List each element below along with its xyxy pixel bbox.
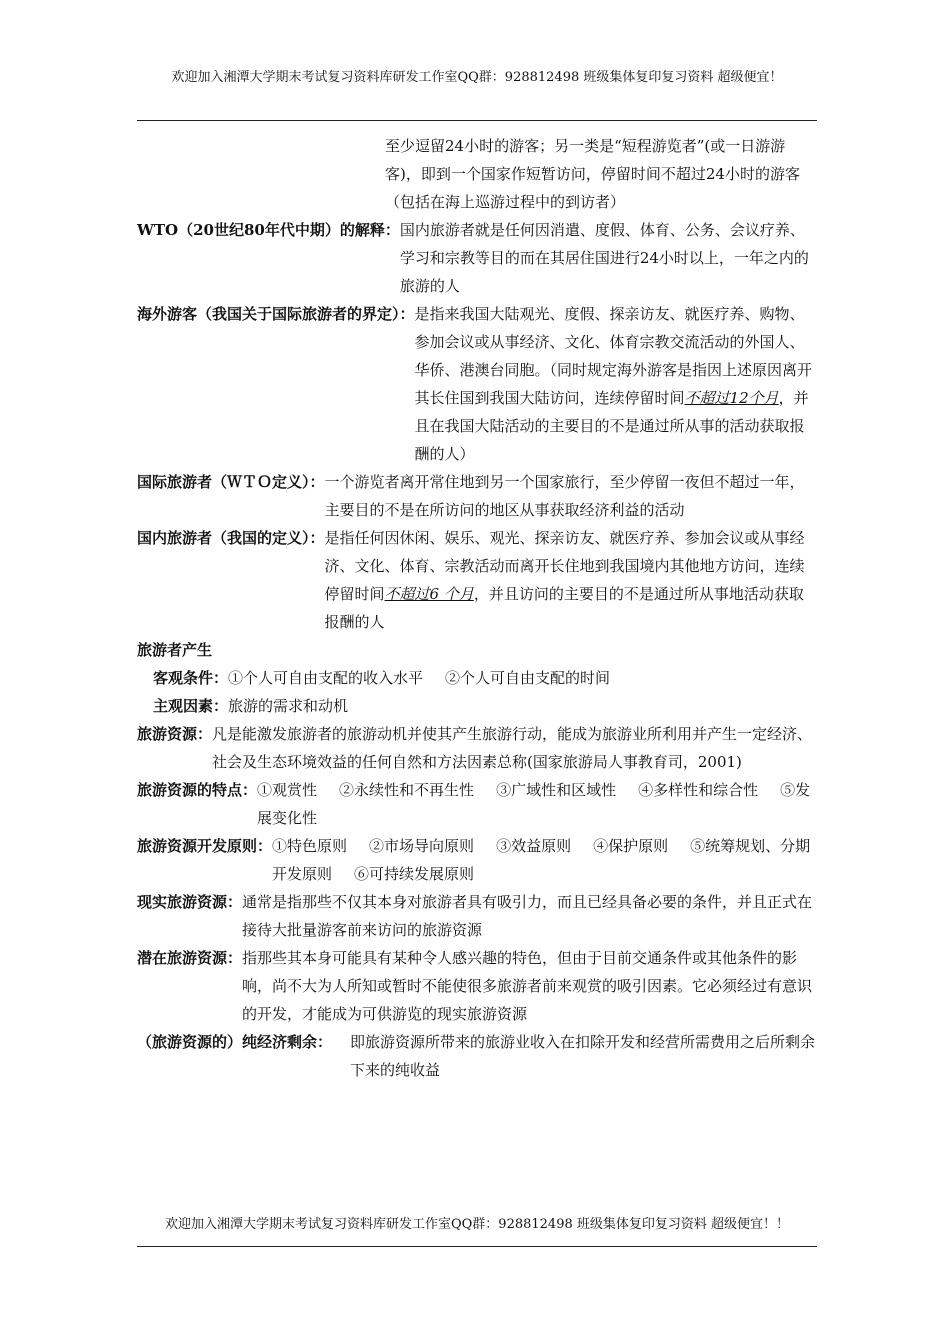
definition-guoji: 一个游览者离开常住地到另一个国家旅行，至少停留一夜但不超过一年，主要目的不是在所访问的地区从事获取经济利益的活动 <box>324 473 805 519</box>
section-heading-chansheng: 旅游者产生 <box>137 641 213 659</box>
emphasis-12-months: 不超过12个月 <box>684 389 779 407</box>
definition-xianshi: 通常是指那些不仅其本身对旅游者具有吸引力，而且已经具备必要的条件，并且正式在接待大批量游客前来访问的旅游资源 <box>242 893 813 939</box>
document-body <box>137 132 817 1084</box>
definition-ziyuan: 凡是能激发旅游者的旅游动机并使其产生旅游行动，能成为旅游业所利用并产生一定经济、社会及生态环境效益的任何自然和方法因素总称(国家旅游局人事教育司，2001) <box>212 725 813 771</box>
page-header: 欢迎加入湘潭大学期末考试复习资料库研发工作室QQ群：928812498 班级集体复印复习资料 超级便宜！ <box>171 70 783 85</box>
continued-paragraph: 至少逗留24小时的游客；另一类是“短程游览者”(或一日游游客)，即到一个国家作短暂访问，停留时间不超过24小时的游客（包括在海上巡游过程中的到访者） <box>385 137 800 211</box>
entry-tedian <box>137 776 817 832</box>
label-subjective: 主观因素： <box>153 697 229 715</box>
entry-objective <box>137 664 817 692</box>
list-yuanze: ①特色原则 ②市场导向原则 ③效益原则 ④保护原则 ⑤统筹规划、分期开发原则 ⑥可持续发展原则 <box>272 837 811 883</box>
term-haiwai: 海外游客（我国关于国际旅游者的界定）： <box>137 305 415 323</box>
entry-qianzai <box>137 944 817 1028</box>
emphasis-6-months: 不超过6 个月 <box>384 585 474 603</box>
definition-shengyu: 即旅游资源所带来的旅游业收入在扣除开发和经营所需费用之后所剩余下来的纯收益 <box>350 1033 816 1079</box>
entry-wto <box>137 216 817 300</box>
entry-xianshi <box>137 888 817 944</box>
definition-qianzai: 指那些其本身可能具有某种令人感兴趣的特色，但由于目前交通条件或其他条件的影响，尚不大为人所知或暂时不能使很多旅游者前来观赏的吸引因素。它必须经过有意识的开发，才能成为可供游览的现实旅游资源 <box>242 949 813 1023</box>
header-divider <box>137 120 817 121</box>
list-tedian: ①观赏性 ②永续性和不再生性 ③广域性和区域性 ④多样性和综合性 ⑤发展变化性 <box>257 781 811 827</box>
term-ziyuan: 旅游资源： <box>137 725 213 743</box>
term-xianshi: 现实旅游资源： <box>137 893 243 911</box>
term-qianzai: 潜在旅游资源： <box>137 949 243 967</box>
term-guoji: 国际旅游者（ＷＴＯ定义）： <box>137 473 325 491</box>
objective-items: ①个人可自由支配的收入水平 ②个人可自由支配的时间 <box>228 669 611 687</box>
term-tedian: 旅游资源的特点： <box>137 781 258 799</box>
entry-guoji <box>137 468 817 524</box>
entry-shengyu <box>137 1028 817 1084</box>
entry-ziyuan <box>137 720 817 776</box>
page-footer: 欢迎加入湘潭大学期末考试复习资料库研发工作室QQ群：928812498 班级集体复印复习资料 超级便宜！！ <box>164 1217 790 1232</box>
definition-guonei: 是指任何因休闲、娱乐、观光、探亲访友、就医疗养、参加会议或从事经济、文化、体育、宗教活动而离开长住地到我国境内其他地方访问，连续停留时间不超过6 个月，并且访问的主要目的不是通过所从事地活动获取报酬的人 <box>324 529 805 631</box>
definition-haiwai: 是指来我国大陆观光、度假、探亲访友、就医疗养、购物、参加会议或从事经济、文化、体育宗教交流活动的外国人、华侨、港澳台同胞。（同时规定海外游客是指因上述原因离开其长住国到我国大陆访问，连续停留时间不超过12个月，并且在我国大陆活动的主要目的不是通过所从事的活动获取报酬的人） <box>414 305 813 463</box>
definition-wto: 国内旅游者就是任何因消遣、度假、体育、公务、会议疗养、学习和宗教等目的而在其居住国进行24小时以上，一年之内的旅游的人 <box>399 221 809 295</box>
term-shengyu: （旅游资源的）纯经济剩余： <box>137 1033 333 1051</box>
entry-haiwai <box>137 300 817 468</box>
term-wto: WTO（20世纪80年代中期）的解释： <box>137 221 400 239</box>
term-guonei: 国内旅游者（我国的定义）： <box>137 529 325 547</box>
entry-subjective <box>137 692 817 720</box>
subjective-text: 旅游的需求和动机 <box>228 697 349 715</box>
entry-guonei <box>137 524 817 636</box>
entry-yuanze <box>137 832 817 888</box>
label-objective: 客观条件： <box>153 669 229 687</box>
footer-divider <box>137 1246 817 1247</box>
term-yuanze: 旅游资源开发原则： <box>137 837 273 855</box>
